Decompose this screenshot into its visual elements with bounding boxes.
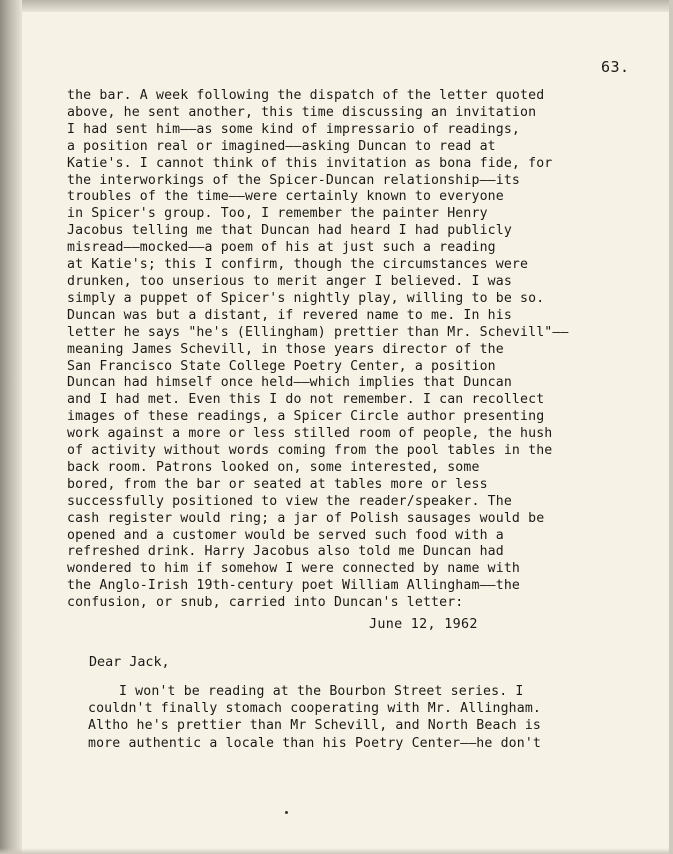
text-line: Jacobus telling me that Duncan had heard I had publicly (67, 223, 512, 239)
page-bottom-edge (0, 848, 673, 854)
text-line: of activity without words coming from the pool tables in the (67, 443, 553, 459)
letter-line: couldn't finally stomach cooperating with Mr. Allingham. (88, 701, 542, 717)
text-line: misread——mocked——a poem of his at just such a reading (67, 240, 496, 256)
letter-date: June 12, 1962 (369, 617, 478, 632)
text-line: opened and a customer would be served such food with a (67, 527, 504, 543)
letter-line: more authentic a locale than his Poetry Center——he don't (88, 735, 542, 751)
paper-speck (285, 811, 288, 814)
page-number: 63. (601, 58, 630, 76)
text-line: bored, from the bar or seated at tables more or less (67, 476, 488, 492)
text-line: above, he sent another, this time discussing an invitation (67, 104, 537, 120)
text-line: cash register would ring; a jar of Polish sausages would be (67, 510, 545, 526)
text-line: images of these readings, a Spicer Circle author presenting (67, 409, 545, 425)
book-binding-shadow (0, 0, 22, 854)
text-line: the Anglo-Irish 19th-century poet William Allingham——the (67, 578, 521, 594)
text-line: drunken, too unserious to merit anger I believed. I was (67, 273, 512, 289)
letter-salutation: Dear Jack, (89, 655, 170, 670)
text-line: refreshed drink. Harry Jacobus also told me Duncan had (67, 544, 504, 560)
text-line: Duncan was but a distant, if revered name to me. In his (67, 307, 512, 323)
letter-line: Altho he's prettier than Mr Schevill, and North Beach is (88, 718, 542, 734)
text-line: troubles of the time——were certainly known to everyone (67, 189, 504, 205)
text-line: Duncan had himself once held——which implies that Duncan (67, 375, 512, 391)
letter-body (88, 683, 568, 752)
text-line: simply a puppet of Spicer's nightly play, willing to be so. (67, 290, 545, 306)
text-line: the interworkings of the Spicer-Duncan relationship——its (67, 172, 521, 188)
text-line: I had sent him——as some kind of impressario of readings, (67, 121, 521, 137)
text-line: meaning James Schevill, in those years director of the (67, 341, 504, 357)
text-line: back room. Patrons looked on, some interested, some (67, 459, 480, 475)
text-line: and I had met. Even this I do not remember. I can recollect (67, 392, 545, 408)
text-line: work against a more or less stilled room of people, the hush (67, 426, 553, 442)
text-line: San Francisco State College Poetry Center, a position (67, 358, 496, 374)
text-line: letter he says "he's (Ellingham) prettier than Mr. Schevill"—— (67, 324, 569, 340)
text-line: confusion, or snub, carried into Duncan's letter: (67, 595, 464, 611)
text-line: Katie's. I cannot think of this invitation as bona fide, for (67, 155, 553, 171)
page-top-edge (0, 0, 673, 12)
text-line: a position real or imagined——asking Duncan to read at (67, 138, 496, 154)
text-line: successfully positioned to view the reader/speaker. The (67, 493, 512, 509)
text-line: wondered to him if somehow I were connected by name with (67, 561, 521, 577)
text-line: at Katie's; this I confirm, though the circumstances were (67, 257, 529, 273)
body-paragraph (67, 88, 607, 612)
page-right-edge (669, 0, 673, 854)
text-line: in Spicer's group. Too, I remember the painter Henry (67, 206, 488, 222)
letter-line: I won't be reading at the Bourbon Street series. I (119, 684, 524, 699)
text-line: the bar. A week following the dispatch of the letter quoted (67, 88, 545, 103)
